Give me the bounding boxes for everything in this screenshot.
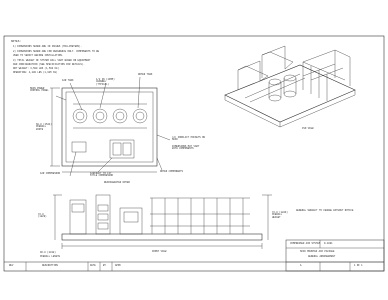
- note-line: USED TO VERIFY BEFORE INSTALLATION.: [13, 54, 64, 57]
- tb-company: COMPRESSED AIR SYSTEM: [290, 242, 321, 245]
- general-note: GENERAL SUBJECT TO CHANGE WITHOUT NOTICE: [296, 209, 354, 212]
- note-line: OPERATING: 4,200 LBS (1,905 KG): [13, 71, 58, 74]
- tb-drawing-title: SKID MOUNTED AIR PACKAGE: [300, 250, 335, 253]
- tb-subtitle: GENERAL ARRANGEMENT: [308, 255, 336, 258]
- note-line: AND CONFIGURATION (SEE SPECIFICATION FOR DETAILS).: [13, 63, 85, 66]
- front-bottom-dim-2: OVERALL LENGTH: [40, 255, 61, 258]
- front-view: [53, 195, 272, 249]
- label-dims-vary: DIMENSIONS MAY VARY WITH COMPONENTS: [172, 145, 200, 151]
- note-line: 1) DIMENSIONS SHOWN ARE IN INCHES (MILLIMETERS).: [13, 45, 82, 48]
- label-dryer-tank: DRYER TANK: [138, 73, 153, 76]
- label-channel: 1/2 IN (13MM) CHANNEL (TYPICAL): [96, 78, 115, 86]
- label-dryer-components: DRYER COMPONENTS: [160, 170, 183, 173]
- label-forklift: (2) FORKLIFT POCKETS ON SKID: [172, 136, 205, 142]
- front-view-title: FRONT VIEW: [152, 250, 167, 253]
- sheet-border: [4, 36, 384, 271]
- tb-dwg-no: D-1001: [324, 242, 333, 245]
- front-right-dim: 72.0 (1829) OVERALL HEIGHT: [272, 211, 288, 219]
- rev-strip-rev: REV: [9, 264, 14, 267]
- tb-sheet: 1 OF 1: [354, 264, 363, 267]
- note-line: 3) TOTAL WEIGHT OF SYSTEM WILL VARY BASED ON EQUIPMENT: [13, 59, 91, 62]
- label-control-panel: MAIN POWER CONTROL PANEL: [30, 87, 49, 93]
- iso-view: [225, 46, 355, 127]
- tb-rev: A: [300, 264, 302, 267]
- front-left-dim: 72.0 (1829): [38, 213, 47, 219]
- rev-strip-appd: APPD: [115, 264, 121, 267]
- revision-strip: [26, 262, 112, 271]
- label-refrigerated-dryer: REFRIGERATED DRYER: [104, 181, 130, 184]
- label-air-tank: AIR TANK: [62, 79, 74, 82]
- note-line: DRY WEIGHT: 3,500 LBS (1,590 KG): [13, 67, 59, 70]
- rev-strip-date: DATE: [90, 264, 96, 267]
- label-fit-style: AIRCRAFT TO FIT STYLE COMPRESSOR: [90, 172, 113, 178]
- iso-view-title: ISO VIEW: [302, 127, 314, 130]
- rev-strip-desc: DESCRIPTION: [42, 264, 58, 267]
- plan-view: [50, 77, 170, 176]
- label-air-compressor: AIR COMPRESSOR: [40, 172, 61, 175]
- notes-heading: NOTES:: [11, 40, 22, 43]
- rev-strip-by: BY: [103, 264, 106, 267]
- label-overall-width: 60.0 (1524) OVERALL WIDTH: [36, 123, 52, 131]
- front-bottom-dim: 96.0 (2438): [40, 251, 56, 254]
- note-line: 2) DIMENSIONS SHOWN ARE FOR REFERENCE ONLY. COMPONENTS TO BE: [13, 50, 100, 53]
